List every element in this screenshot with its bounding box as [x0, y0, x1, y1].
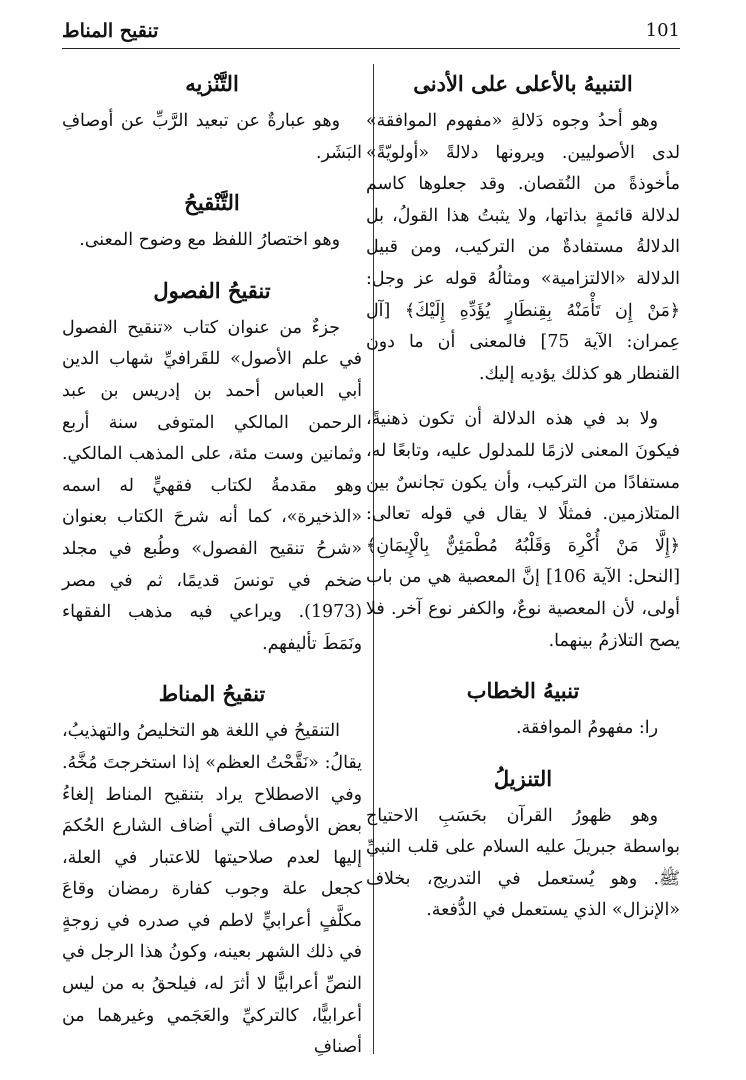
entry-title: التَّنْزيه: [185, 71, 239, 96]
entry-title: التنبيهُ بالأعلى على الأدنى: [413, 71, 633, 96]
entry-title: تنقيحُ المناط: [158, 681, 266, 707]
entry: [62, 674, 362, 1064]
right-column: [366, 64, 680, 1072]
page-number: 101: [645, 20, 680, 41]
entry: [366, 671, 680, 745]
entry-title: تنبيهُ الخطاب: [466, 678, 580, 704]
entry-paragraph: ولا بد في هذه الدلالة أن تكون ذهنيةً، فيكونَ المعنى لازمًا للمدلول عليه، وتابعًا له، مستفادًا من التركيب، وأن يكون تجانسٌ بين المتلازمين. فمثلًا لا يقال في قوله تعالى: ﴿إِلَّا مَنْ أُكْرِهَ وَقَلْبُهُ مُطْمَئِنٌّ بِالْإِيمَانِ﴾ [النحل: الآية 106] إنَّ المعصية هي من باب أولى، لأن المعصية نوعٌ، والكفر نوع آخر. فلا يصح التلازمُ بينهما.: [366, 409, 680, 651]
entry-title: التَّنْقيحُ: [184, 190, 240, 216]
entry-paragraph: وهو أحدُ وجوه دَلالةِ «مفهوم الموافقة» لدى الأصوليين. ويرونها دلالةً «أولويّةً» مأخوذةً من النُقصان. وقد جعلوها كاسم لدلالة قائمةٍ بذاتها، ولا يثبتُ هذا القولُ، بل الدلالةُ مستفادةٌ من التركيب، ومن قبيل الدلالة «الالتزامية» ومثالُهُ قوله عز وجل: ﴿مَنْ إِن تَأْمَنْهُ بِقِنطَارٍ يُؤَدِّهِ إِلَيْكَ﴾ [آل عِمران: الآية 75] فالمعنى أن ما دون القنطار هو كذلك يؤديه إليك.: [366, 111, 680, 384]
entry-paragraph: التنقيحُ في اللغة هو التخليصُ والتهذيبُ، يقالُ: «نَقَّحْتُ العظم» إذا استخرجتَ مُخَّهُ. وفي الاصطلاح يراد بتنقيح المناط إلغاءُ بعض الأوصاف التي أضاف الشارع الحُكمَ إليها لعدم صلاحيتها للاعتبار في العلة، كجعل علة وجوب كفارة رمضان وقاعَ مكلَّفٍ أعرابيٍّ لاطم في صدره في زوجةٍ في ذلك الشهر بعينه، وكونُ هذا الرجل في النصِّ أعرابيًّا لا أثرَ له، فيلحقُ به من ليس أعرابيًّا، كالتركيِّ والعَجَمي وغيرهما من أصنافِ: [62, 721, 362, 1058]
entry-paragraph: وهو اختصارُ اللفظ مع وضوح المعنى.: [79, 230, 340, 251]
entry-paragraph: را: مفهومُ الموافقة.: [516, 718, 658, 739]
entry-paragraph: جزءٌ من عنوان كتاب «تنقيح الفصول في علم الأصول» للقَرافيِّ شهاب الدين أبي العباس أحمد بن إدريس بن عبد الرحمن المالكي المتوفى سنة أربع وثمانين وست مئة، على المذهب المالكي. وهو مقدمةُ لكتاب فقهيٍّ له اسمه «الذخيرة»، كما أنه شرحَ الكتاب بعنوان «شرحُ تنقيح الفصول» وطُبع في مجلد ضخم في تونسَ قديمًا، ثم في مصر (1973). ويراعي فيه مذهب الفقهاء ونَمَطَ تأليفهم.: [62, 317, 362, 654]
entry: [62, 271, 362, 661]
entry-paragraph: وهو ظهورُ القرآن بحَسَبِ الاحتياج بواسطة جبريلَ عليه السلام على قلب النبيِّ ﷺ. وهو يُستعمل في التدريج، بخلاف «الإنزال» الذي يستعمل في الدُّفعة.: [366, 805, 680, 921]
page-header: [62, 18, 680, 49]
entry: [366, 759, 680, 927]
entry: [366, 64, 680, 657]
entry: [62, 183, 362, 257]
entry-paragraph: وهو عبارةٌ عن تبعيد الرَّبِّ عن أوصافِ البَشَر.: [62, 111, 362, 163]
entry: [62, 64, 362, 169]
entry-title: تنقيحُ الفصول: [153, 277, 271, 303]
left-column: [62, 64, 362, 1072]
entry-title: التنزيلُ: [493, 765, 553, 791]
running-title: تنقيح المناط: [62, 20, 159, 42]
